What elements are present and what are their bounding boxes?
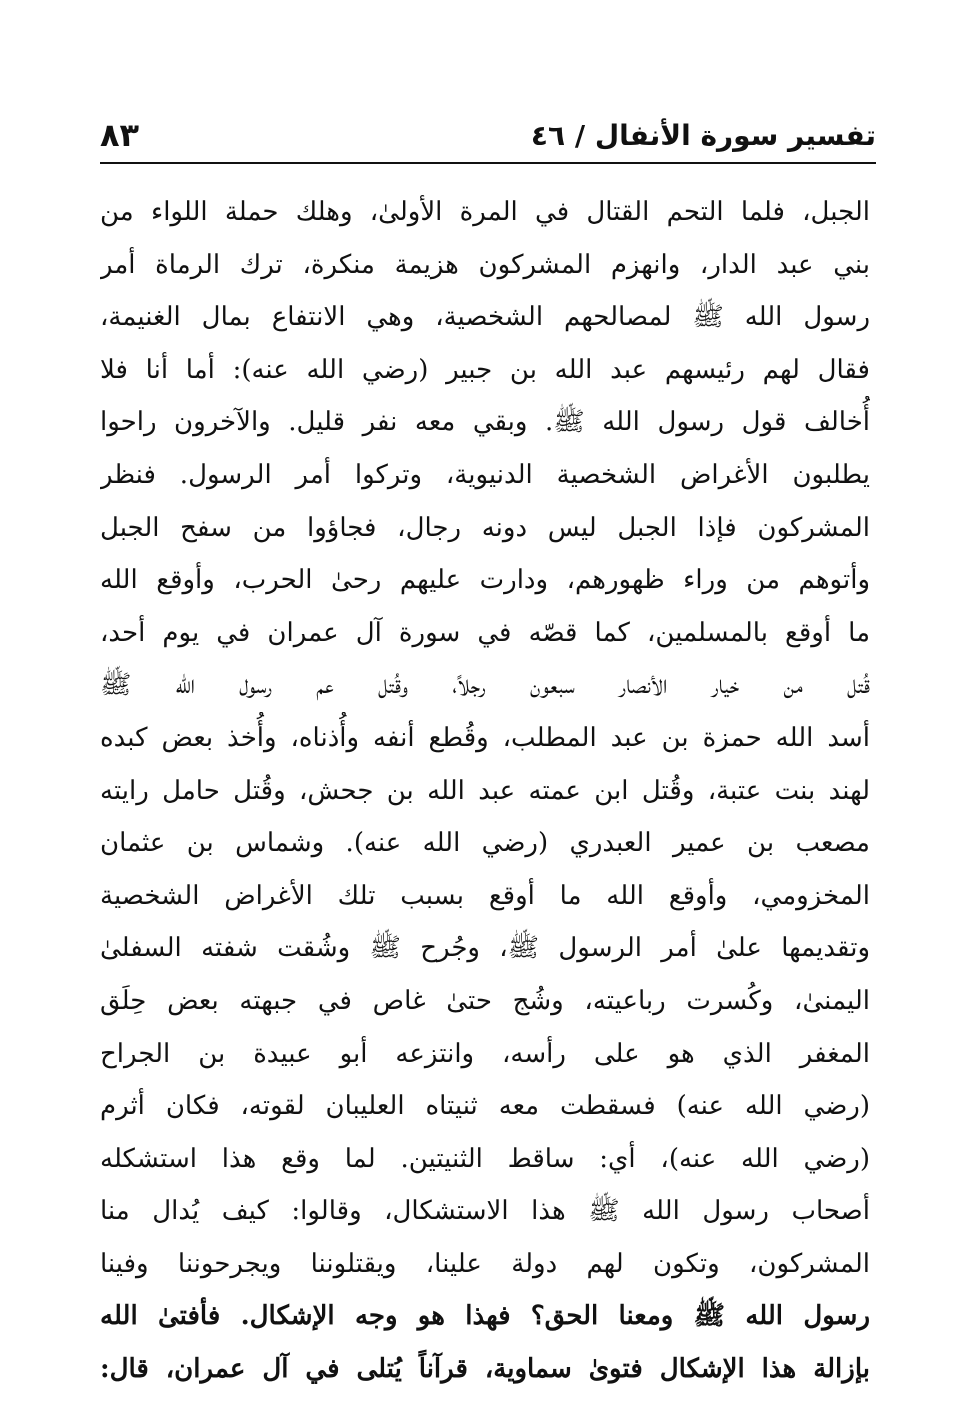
text-line: وأتوهم من وراء ظهورهم، ودارت عليهم رحىٰ الحرب، وأوقع الله — [100, 565, 870, 596]
text-line: أسد الله حمزة بن عبد المطلب، وقُطع أنفه وأُذناه، وأُخذ بعض كبده — [100, 722, 870, 753]
text-line: وتقديمها علىٰ أمر الرسول ﷺ، وجُرح ﷺ وشُقت شفته السفلىٰ — [100, 933, 870, 964]
text-line: أصحاب رسول الله ﷺ هذا الاستشكال، وقالوا: كيف يُدال منا — [100, 1196, 870, 1227]
text-line: رسول الله ﷺ لمصالحهم الشخصية، وهي الانتفاع بمال الغنيمة، — [100, 302, 870, 333]
text-line: المخزومي، وأوقع الله ما أوقع بسبب تلك الأغراض الشخصية — [100, 880, 870, 911]
text-line: (رضي الله عنه) فسقطت معه ثنيتاه العليبان لقوته، فكان أثرم — [100, 1091, 870, 1122]
text-line: رسول الله ﷺ ومعنا الحق؟ فهذا هو وجه الإشكال. فأفتىٰ الله — [100, 1301, 870, 1332]
text-line: اليمنىٰ، وكُسرت رباعيته، وشُج حتىٰ غاص في جبهته بعض حِلَق — [100, 985, 870, 1016]
page-header — [100, 108, 876, 164]
header-rule — [100, 162, 876, 164]
text-line: يطلبون الأغراض الشخصية الدنيوية، وتركوا أمر الرسول. فنظر — [100, 459, 870, 490]
text-line: لهند بنت عتبة، وقُتل ابن عمته عبد الله بن جحش، وقُتل حامل رايته — [100, 775, 870, 806]
body-text — [100, 186, 870, 1396]
text-line: المشركون، وتكون لهم دولة علينا، ويقتلوننا ويجرحوننا وفينا — [100, 1248, 870, 1279]
text-line: قُتل من خيار الأنصار سبعون رجلاً، وقُتل عم رسول الله ﷺ — [100, 670, 870, 701]
text-line: ما أوقع بالمسلمين، كما قصّه في سورة آل عمران في يوم أحد، — [100, 617, 870, 648]
page-number: ٨٣ — [100, 116, 140, 154]
text-line: الجبل، فلما التحم القتال في المرة الأولىٰ، وهلك حملة اللواء من — [100, 197, 870, 227]
text-line: بني عبد الدار، وانهزم المشركون هزيمة منكرة، ترك الرماة أمر — [100, 249, 870, 280]
text-line: بإزالة هذا الإشكال فتوىٰ سماوية، قرآناً يُتلى في آل عمران، قال: — [100, 1354, 870, 1385]
text-line: فقال لهم رئيسهم عبد الله بن جبير (رضي الله عنه): أما أنا فلا — [100, 354, 870, 385]
text-line: أُخالف قول رسول الله ﷺ. وبقي معه نفر قليل. والآخرون راحوا — [100, 407, 870, 438]
text-line: (رضي الله عنه)، أي: ساقط الثنيتين. لما وقع هذا استشكله — [100, 1143, 870, 1174]
text-line: المغفر الذي هو على رأسه، وانتزعه أبو عبيدة بن الجراح — [100, 1038, 870, 1069]
text-line: مصعب بن عمير العبدري (رضي الله عنه). وشماس بن عثمان — [100, 828, 870, 859]
text-line: المشركون فإذا الجبل ليس دونه رجال، فجاؤوا من سفح الجبل — [100, 512, 870, 543]
running-title: تفسير سورة الأنفال / ٤٦ — [530, 119, 876, 152]
